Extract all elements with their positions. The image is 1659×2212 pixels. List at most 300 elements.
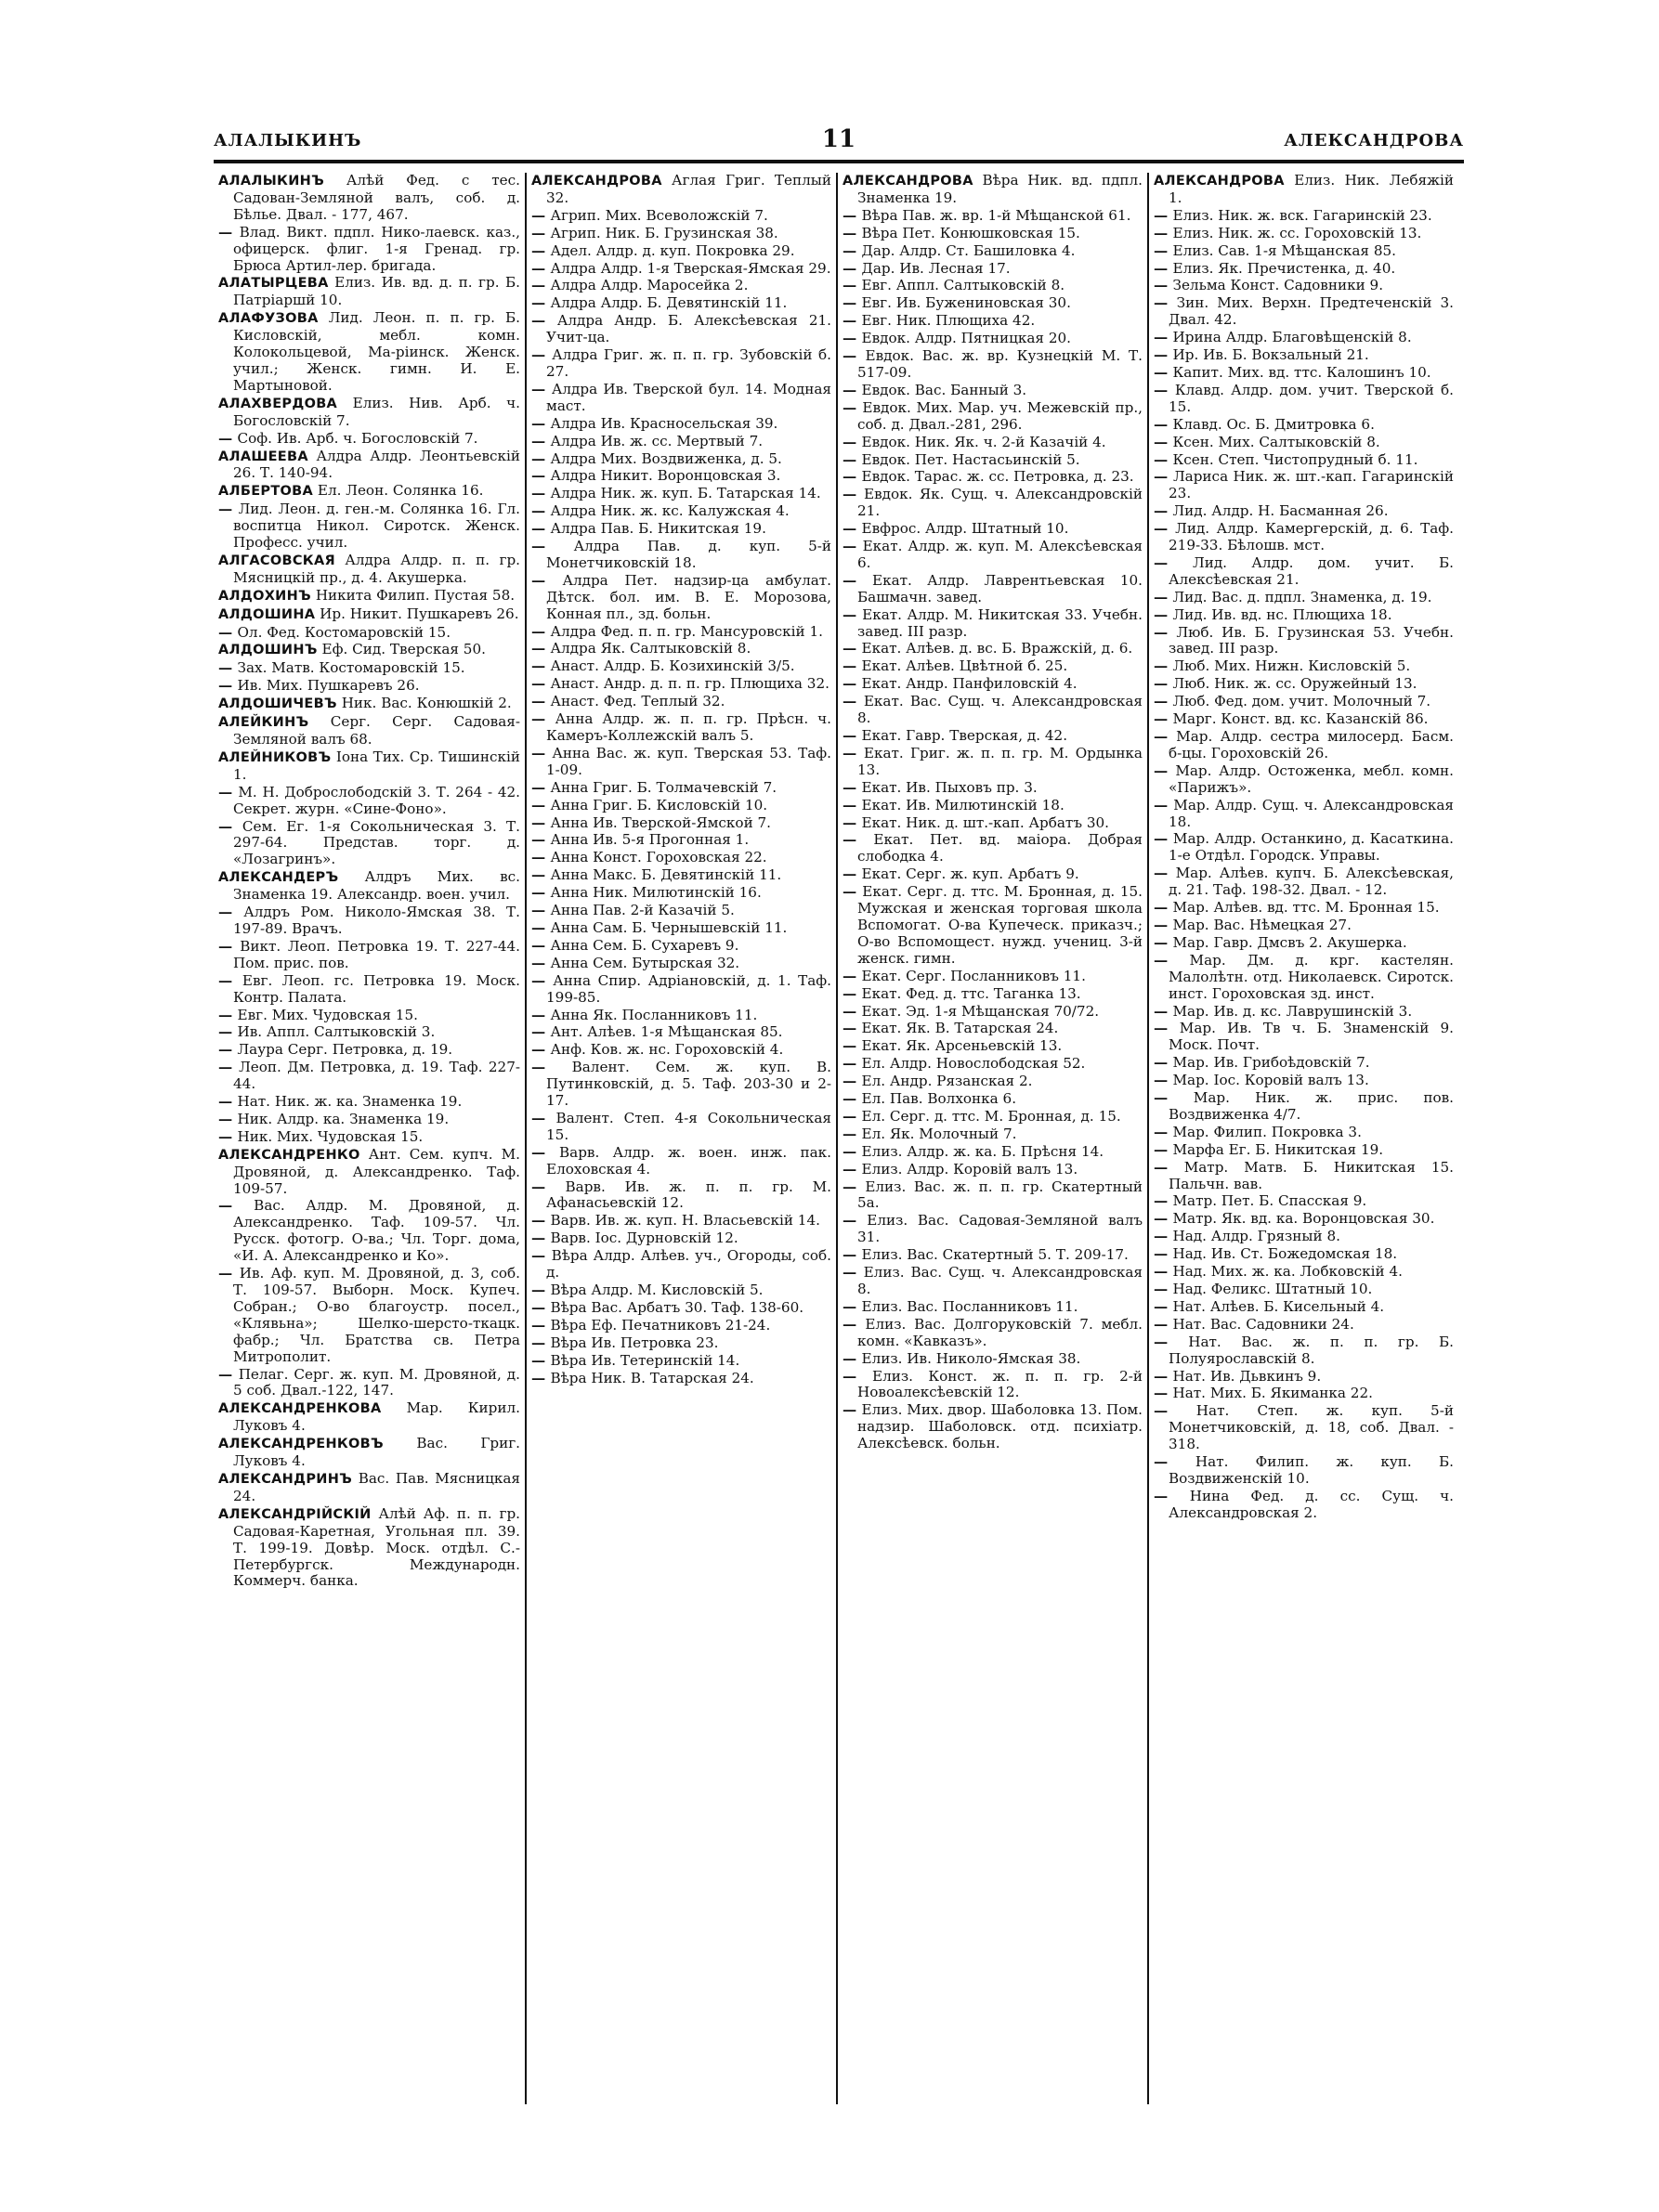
entry-details: Лаура Серг. Петровка, д. 19. [237,1041,453,1059]
directory-entry [531,676,831,693]
directory-entry [218,939,520,972]
directory-entry [1154,798,1454,831]
entry-details: Екат. Алдр. Лаврентьевская 10. Башмачн. завед. [857,571,1143,605]
directory-entry [843,746,1143,779]
directory-entry [531,1353,831,1370]
entry-details: Екат. Ив. Милютинскій 18. [861,796,1065,813]
same-surname-dash: — [1154,796,1174,813]
same-surname-dash: — [843,241,862,259]
entry-surname: АЛДОХИНЪ [218,588,311,604]
entry-details: Мар. Іос. Коровій валъ 13. [1172,1072,1369,1089]
entry-details: Алѣй Аф. п. п. гр. Садовая-Каретная, Угольная пл. 39. Т. 199-19. Довѣр. Моск. отдѣл. С.-Петербургск. Международн. Коммерч. банка. [233,1504,521,1590]
directory-entry [843,1317,1143,1350]
directory-entry [1154,1334,1454,1368]
entry-details: Елиз. Вас. ж. п. п. гр. Скатертный 5а. [857,1178,1143,1212]
directory-entry [531,1371,831,1387]
same-surname-dash: — [218,1023,238,1041]
entry-details: Зах. Матв. Костомаровскій 15. [237,659,465,677]
entry-surname: АЛДОШИНА [218,606,316,622]
entry-details: Алдра Алдр. п. п. гр. Мясницкій пр., д. 4. Акушерка. [233,551,521,586]
entry-details: Евдок. Як. Сущ. ч. Александровскій 21. [857,486,1143,520]
entry-details: Екат. Алдр. ж. куп. М. Алексѣевская 6. [857,538,1143,571]
directory-entry [531,539,831,572]
same-surname-dash: — [1154,277,1173,294]
page-number: 11 [821,125,856,153]
entry-details: Алѣй Фед. с тес. Садован-Земляной валъ, соб. д. Бѣлье. Двал. - 177, 467. [233,173,520,223]
same-surname-dash: — [531,277,551,294]
entry-details: Мар. Дм. д. крг. кастелян. Малолѣтн. отд. Николаевск. Сиротск. инст. Гороховская зд. инст. [1169,951,1454,1002]
directory-entry [843,469,1143,486]
entry-details: Елиз. Нив. Арб. ч. Богословскій 7. [233,394,521,429]
directory-entry [1154,900,1454,917]
directory-entry [531,1282,831,1299]
directory-entry [843,400,1143,434]
entry-details: Евдок. Тарас. ж. сс. Петровка, д. 23. [861,468,1134,486]
entry-details: Агрип. Мих. Всеволожскій 7. [550,206,768,224]
same-surname-dash: — [531,778,551,796]
directory-entry [531,173,831,207]
same-surname-dash: — [843,1142,862,1160]
directory-entry [1154,173,1454,207]
directory-entry [218,1008,520,1024]
entry-details: Марфа Ег. Б. Никитская 19. [1172,1140,1384,1158]
same-surname-dash: — [843,693,864,710]
entry-surname: АЛЕКСАНДРЕНКОВЪ [218,1437,384,1452]
entry-details: Екат. Андр. Панфиловскій 4. [861,675,1078,693]
entry-details: Алдра Пав. д. куп. 5-й Монетчиковскій 18. [546,538,831,571]
entry-details: Ник. Вас. Конюшкій 2. [341,695,512,712]
same-surname-dash: — [843,727,862,744]
same-surname-dash: — [843,468,862,486]
entry-details: Анна Сем. Бутырская 32. [550,954,740,971]
same-surname-dash: — [531,432,551,449]
directory-entry [218,310,520,395]
directory-entry [1154,676,1454,693]
entry-details: Ант. Алѣев. 1-я Мѣщанская 85. [550,1023,783,1041]
entry-details: Евдок. Вас. ж. вр. Кузнецкій М. Т. 517-09. [857,347,1143,381]
same-surname-dash: — [843,520,862,538]
directory-entry [531,1008,831,1024]
entry-details: Мар. Алдр. сестра милосерд. Басм. б-цы. Гороховскій 26. [1169,728,1454,761]
directory-entry [843,313,1143,330]
directory-entry [531,243,831,260]
directory-entry [218,431,520,448]
entry-details: Анна Як. Посланниковъ 11. [550,1006,758,1023]
directory-entry [1154,503,1454,520]
same-surname-dash: — [1154,259,1173,277]
directory-entry [218,1436,520,1470]
entry-details: Елиз. Вас. Сущ. ч. Александровская 8. [857,1264,1143,1297]
same-surname-dash: — [531,831,551,849]
entry-details: Евг. Аппл. Салтыковскій 8. [861,277,1065,294]
directory-entry [531,1145,831,1178]
same-surname-dash: — [843,796,862,813]
directory-entry [218,785,520,818]
same-surname-dash: — [843,1246,862,1264]
directory-entry [1154,607,1454,624]
directory-entry [843,539,1143,572]
entry-surname: АЛЕКСАНДРИНЪ [218,1471,353,1487]
same-surname-dash: — [843,277,862,294]
entry-details: Екат. Серг. ж. куп. Арбатъ 9. [861,865,1079,883]
entry-details: Мар. Ив. Тв ч. Б. Знаменскій 9. Моск. Почт. [1169,1020,1454,1054]
same-surname-dash: — [843,1090,862,1108]
same-surname-dash: — [1154,224,1173,241]
same-surname-dash: — [1154,605,1173,623]
directory-entry [218,714,520,748]
same-surname-dash: — [531,1316,551,1334]
directory-entry [218,275,520,309]
entry-surname: АЛЕКСАНДРОВА [843,174,973,189]
entry-details: Елиз. Ив. Николо-Ямская 38. [861,1349,1081,1367]
same-surname-dash: — [1154,899,1173,917]
entry-details: Вѣра Алдр. Алѣев. уч., Огороды, соб. д. [546,1247,831,1282]
directory-entry [531,1213,831,1230]
same-surname-dash: — [843,675,862,693]
same-surname-dash: — [531,1369,551,1386]
same-surname-dash: — [531,884,551,902]
entry-details: Люб. Мих. Нижн. Кисловскій 5. [1172,657,1411,675]
same-surname-dash: — [1154,1281,1173,1297]
entry-details: Алдръ Ром. Николо-Ямская 38. Т. 197-89. Врачъ. [233,904,520,937]
entry-details: Ксен. Мих. Салтыковскій 8. [1172,433,1380,450]
entry-details: Лид. Алдр. Камергерскій, д. 6. Таф. 219-33. Бѣлошв. мст. [1169,520,1454,554]
entry-details: Алдра Ник. ж. кс. Калужская 4. [550,502,790,520]
directory-entry [531,278,831,294]
entry-details: Алдра Алдр. Леонтьевскій 26. Т. 140-94. [233,447,520,482]
entry-details: Матр. Пет. Б. Спасская 9. [1172,1192,1367,1210]
entry-details: Вѣра Ник. В. Татарская 24. [550,1369,754,1386]
directory-entry [218,501,520,552]
entry-details: Матр. Матв. Б. Никитская 15. Пальчн. вав. [1169,1158,1454,1192]
entry-details: Зельма Конст. Садовники 9. [1172,277,1384,294]
directory-entry [843,383,1143,399]
entry-details: Клавд. Ос. Б. Дмитровка 6. [1172,415,1375,433]
directory-entry [843,1402,1143,1452]
entry-surname: АЛАТЫРЦЕВА [218,276,329,292]
entry-details: Нат. Филип. ж. куп. Б. Воздвиженскій 10. [1169,1453,1454,1487]
same-surname-dash: — [1154,363,1173,381]
entry-details: Анна Пав. 2-й Казачій 5. [550,902,735,919]
directory-entry [1154,935,1454,952]
directory-entry [531,1335,831,1352]
same-surname-dash: — [1154,329,1173,346]
directory-entry [531,850,831,866]
entry-details: Варв. Ив. ж. куп. Н. Власьевскій 14. [550,1212,820,1230]
directory-entry [843,1021,1143,1037]
same-surname-dash: — [1154,346,1173,364]
directory-entry [1154,1454,1454,1488]
entry-surname: АЛЕЙКИНЪ [218,715,309,731]
entry-details: Анна Сам. Б. Чернышевскій 11. [550,918,788,936]
same-surname-dash: — [1154,450,1173,468]
directory-entry [1154,1282,1454,1298]
directory-entry [843,1038,1143,1055]
entry-details: Нат. Ив. Дьвкинъ 9. [1172,1367,1322,1385]
entry-details: Мар. Гавр. Дмсвъ 2. Акушерка. [1172,933,1407,951]
entry-surname: АЛЕКСАНДРЕНКО [218,1147,360,1163]
entry-details: Вѣра Еф. Печатниковъ 21-24. [550,1316,771,1334]
same-surname-dash: — [531,710,555,728]
entry-details: Алдра Фед. п. п. гр. Мансуровскій 1. [550,622,823,640]
entry-details: Нат. Мих. Б. Якиманка 22. [1172,1385,1373,1402]
directory-entry [531,573,831,623]
same-surname-dash: — [531,1178,566,1195]
directory-entry [1154,243,1454,260]
directory-entry [843,815,1143,832]
entry-details: Вас. Алдр. М. Дровяной, д. Александренко. Таф. 109-57. Чл. Русск. фотогр. О-ва.; Чл. Торг. дома, «И. А. Александренко и Ко». [233,1197,520,1265]
same-surname-dash: — [1154,553,1194,571]
directory-entry [1154,763,1454,797]
entry-details: Елиз. Ник. ж. сс. Гороховскій 13. [1172,224,1422,241]
entry-details: Ел. Серг. д. ттс. М. Бронная, д. 15. [861,1107,1121,1125]
entry-details: Анна Вас. ж. куп. Тверская 53. Таф. 1-09. [546,744,831,778]
entry-details: Анна Алдр. ж. п. п. гр. Прѣсн. ч. Камеръ-Коллежскій валъ 5. [546,710,831,744]
same-surname-dash: — [218,904,244,921]
directory-entry [1154,1369,1454,1386]
directory-entry [531,1248,831,1282]
same-surname-dash: — [843,486,865,503]
entry-details: Над. Алдр. Грязный 8. [1172,1228,1340,1245]
same-surname-dash: — [843,538,863,555]
entry-details: Анна Ив. Тверской-Ямской 7. [550,813,772,831]
entry-details: Ант. Сем. купч. М. Дровяной, д. Александренко. Таф. 109-57. [233,1145,521,1197]
directory-entry [531,815,831,832]
entry-details: Евфрос. Алдр. Штатный 10. [861,520,1069,538]
directory-entry [1154,694,1454,710]
same-surname-dash: — [1154,206,1173,224]
directory-entry [843,969,1143,985]
directory-entry [531,416,831,433]
same-surname-dash: — [843,1160,862,1178]
directory-entry [531,1179,831,1213]
directory-entry [531,1230,831,1247]
entry-details: Лид. Леон. п. п. гр. Б. Кисловскій, мебл. комн. Колокольцевой, Ма-ріинск. Женск. учил.; Женск. гимн. И. Е. Мартыновой. [233,309,521,394]
same-surname-dash: — [218,1197,255,1215]
entry-details: Варв. Алдр. ж. воен. инж. пак. Елоховская 4. [546,1143,831,1178]
entry-details: Елиз. Вас. Скатертный 5. Т. 209-17. [861,1246,1129,1264]
same-surname-dash: — [531,1282,551,1298]
directory-entry [531,451,831,468]
same-surname-dash: — [843,1212,868,1230]
same-surname-dash: — [1154,1333,1189,1350]
directory-entry [531,641,831,657]
directory-entry [531,295,831,312]
directory-entry [218,173,520,224]
directory-entry [1154,278,1454,294]
same-surname-dash: — [531,918,551,936]
directory-entry [218,588,520,605]
directory-entry [531,624,831,641]
entry-details: Елиз. Ник. Лебяжій 1. [1169,173,1455,206]
entry-details: Евг. Ник. Плющиха 42. [861,312,1036,330]
entry-details: Лид. Алдр. дом. учит. Б. Алексѣевская 21. [1169,553,1454,588]
same-surname-dash: — [218,817,242,835]
directory-entry [218,1506,520,1591]
entry-details: Алдра Мих. Воздвиженка, д. 5. [550,449,782,467]
entry-details: Евдок. Пет. Настасьинскій 5. [861,450,1080,468]
entry-details: Алдра Алдр. Б. Девятинскій 11. [550,294,788,312]
directory-entry [1154,521,1454,554]
same-surname-dash: — [843,1002,862,1020]
directory-entry [218,1129,520,1146]
entry-details: Лид. Леон. д. ген.-м. Солянка 16. Гл. воспитца Никол. Сиротск. Женск. Професс. учил. [233,501,521,552]
entry-details: Алдра Никит. Воронцовская 3. [550,467,781,485]
same-surname-dash: — [843,450,862,468]
entry-details: Ник. Алдр. ка. Знаменка 19. [237,1110,450,1127]
entry-details: Клавд. Алдр. дом. учит. Тверской б. 15. [1169,381,1454,415]
same-surname-dash: — [1154,1210,1173,1228]
same-surname-dash: — [1154,830,1173,848]
same-surname-dash: — [843,1401,862,1419]
same-surname-dash: — [1154,951,1190,969]
same-surname-dash: — [218,971,242,989]
entry-details: Алдра Пав. Б. Никитская 19. [550,520,766,538]
entry-details: Анна Макс. Б. Девятинскій 11. [550,866,782,884]
same-surname-dash: — [531,449,551,467]
same-surname-dash: — [1154,294,1177,312]
entry-details: Серг. Серг. Садовая-Земляной валъ 68. [233,713,521,748]
entry-details: Анна Спир. Адріановскій, д. 1. Таф. 199-85. [546,971,831,1006]
directory-entry [1154,831,1454,865]
entry-details: Ив. Мих. Пушкаревъ 26. [237,677,420,695]
entry-details: Варв. Ив. ж. п. п. гр. М. Афанасьевскій 12. [546,1178,831,1212]
entry-details: Анаст. Андр. д. п. п. гр. Плющиха 32. [550,675,830,693]
entry-details: Никита Филип. Пустая 58. [315,586,516,604]
entry-details: Адел. Алдр. д. куп. Покровка 29. [550,241,795,259]
directory-entry [218,904,520,938]
directory-entry [1154,1055,1454,1072]
same-surname-dash: — [531,1006,551,1023]
entry-details: Екат. Серг. Посланниковъ 11. [861,967,1086,984]
entry-details: Мар. Ник. ж. прис. пов. Воздвиженка 4/7. [1169,1089,1454,1123]
directory-entry [218,819,520,869]
directory-entry [218,1112,520,1128]
same-surname-dash: — [1154,433,1173,450]
same-surname-dash: — [843,640,862,657]
entry-details: Валент. Степ. 4-я Сокольническая 15. [546,1109,831,1143]
directory-entry [843,331,1143,347]
entry-details: Пелаг. Серг. ж. куп. М. Дровяной, д. 5 соб. Двал.-122, 147. [233,1365,520,1399]
same-surname-dash: — [531,502,551,520]
directory-entry [1154,365,1454,382]
directory-entry [218,449,520,483]
directory-entry [1154,1004,1454,1021]
directory-entry [1154,1125,1454,1141]
directory-entry [218,1042,520,1059]
same-surname-dash: — [1154,588,1173,605]
directory-entry [843,1004,1143,1021]
directory-entry [531,313,831,346]
entry-details: Екат. Алдр. М. Никитская 33. Учебн. завед. III разр. [857,605,1143,640]
entry-surname: АЛЕКСАНДРОВА [1154,174,1285,189]
same-surname-dash: — [1154,1453,1195,1471]
entry-details: Алдръ Мих. вс. Знаменка 19. Александр. воен. учил. [233,868,521,904]
directory-entry [843,986,1143,1003]
same-surname-dash: — [843,865,862,883]
same-surname-dash: — [531,1334,551,1351]
directory-entry [531,832,831,849]
same-surname-dash: — [531,640,551,657]
directory-entry [218,625,520,642]
same-surname-dash: — [218,783,239,800]
directory-entry [218,869,520,904]
header-rule [214,160,1464,163]
entry-details: Лариса Ник. ж. шт.-кап. Гагаринскій 23. [1169,468,1454,502]
directory-entry [218,1198,520,1265]
entry-details: Елиз. Вас. Садовая-Земляной валъ 31. [857,1212,1143,1246]
entry-details: Екат. Ник. д. шт.-кап. Арбатъ 30. [861,813,1109,831]
entry-surname: АЛБЕРТОВА [218,484,314,500]
directory-entry [1154,1211,1454,1228]
same-surname-dash: — [531,1023,551,1041]
same-surname-dash: — [531,744,553,761]
directory-entry [843,798,1143,814]
same-surname-dash: — [531,1109,556,1126]
directory-entry [1154,1229,1454,1245]
same-surname-dash: — [1154,693,1173,710]
same-surname-dash: — [1154,623,1177,641]
column-1 [214,173,525,2104]
directory-entry [531,208,831,225]
same-surname-dash: — [843,433,862,450]
directory-entry [843,1091,1143,1108]
directory-entry [218,1147,520,1198]
entry-surname: АЛЕКСАНДРЕНКОВА [218,1401,382,1417]
directory-entry [843,832,1143,865]
entry-details: Матр. Як. вд. ка. Воронцовская 30. [1172,1210,1435,1228]
same-surname-dash: — [531,259,551,277]
directory-entry [843,780,1143,797]
directory-entry [1154,1403,1454,1453]
same-surname-dash: — [1154,1072,1173,1089]
entry-details: Над. Мих. ж. ка. Лобковскій 4. [1172,1263,1403,1281]
directory-entry [1154,1073,1454,1089]
directory-entry [531,780,831,797]
entry-details: Ник. Мих. Чудовская 15. [237,1127,424,1145]
same-surname-dash: — [531,294,551,312]
header-first-entry: АЛАЛЫКИНЪ [214,131,362,150]
directory-entry [843,1162,1143,1178]
directory-entry [218,606,520,624]
same-surname-dash: — [218,429,238,447]
directory-entry [843,676,1143,693]
entry-surname: АЛАЛЫКИНЪ [218,174,324,189]
directory-entry [218,1367,520,1400]
directory-entry [531,903,831,919]
same-surname-dash: — [843,967,862,984]
entry-details: Елиз. Ив. вд. д. п. гр. Б. Патріаршй 10. [233,274,520,309]
same-surname-dash: — [843,398,863,416]
directory-entry [218,973,520,1007]
directory-entry [1154,208,1454,225]
entry-details: Агрип. Ник. Б. Грузинская 38. [550,224,778,241]
same-surname-dash: — [218,1041,238,1059]
directory-entry [218,1060,520,1093]
directory-entry [1154,953,1454,1003]
page-header [214,125,1464,163]
directory-entry [1154,226,1454,242]
same-surname-dash: — [1154,916,1173,933]
same-surname-dash: — [531,796,551,813]
same-surname-dash: — [843,330,862,347]
same-surname-dash: — [531,1143,559,1161]
entry-details: Екат. Гавр. Тверская, д. 42. [861,727,1068,744]
entry-surname: АЛАШЕЕВА [218,449,308,464]
directory-entry [531,226,831,242]
same-surname-dash: — [843,1349,862,1367]
entry-details: Мар. Алѣев. купч. Б. Алексѣевская, д. 21. Таф. 198-32. Двал. - 12. [1169,865,1454,899]
